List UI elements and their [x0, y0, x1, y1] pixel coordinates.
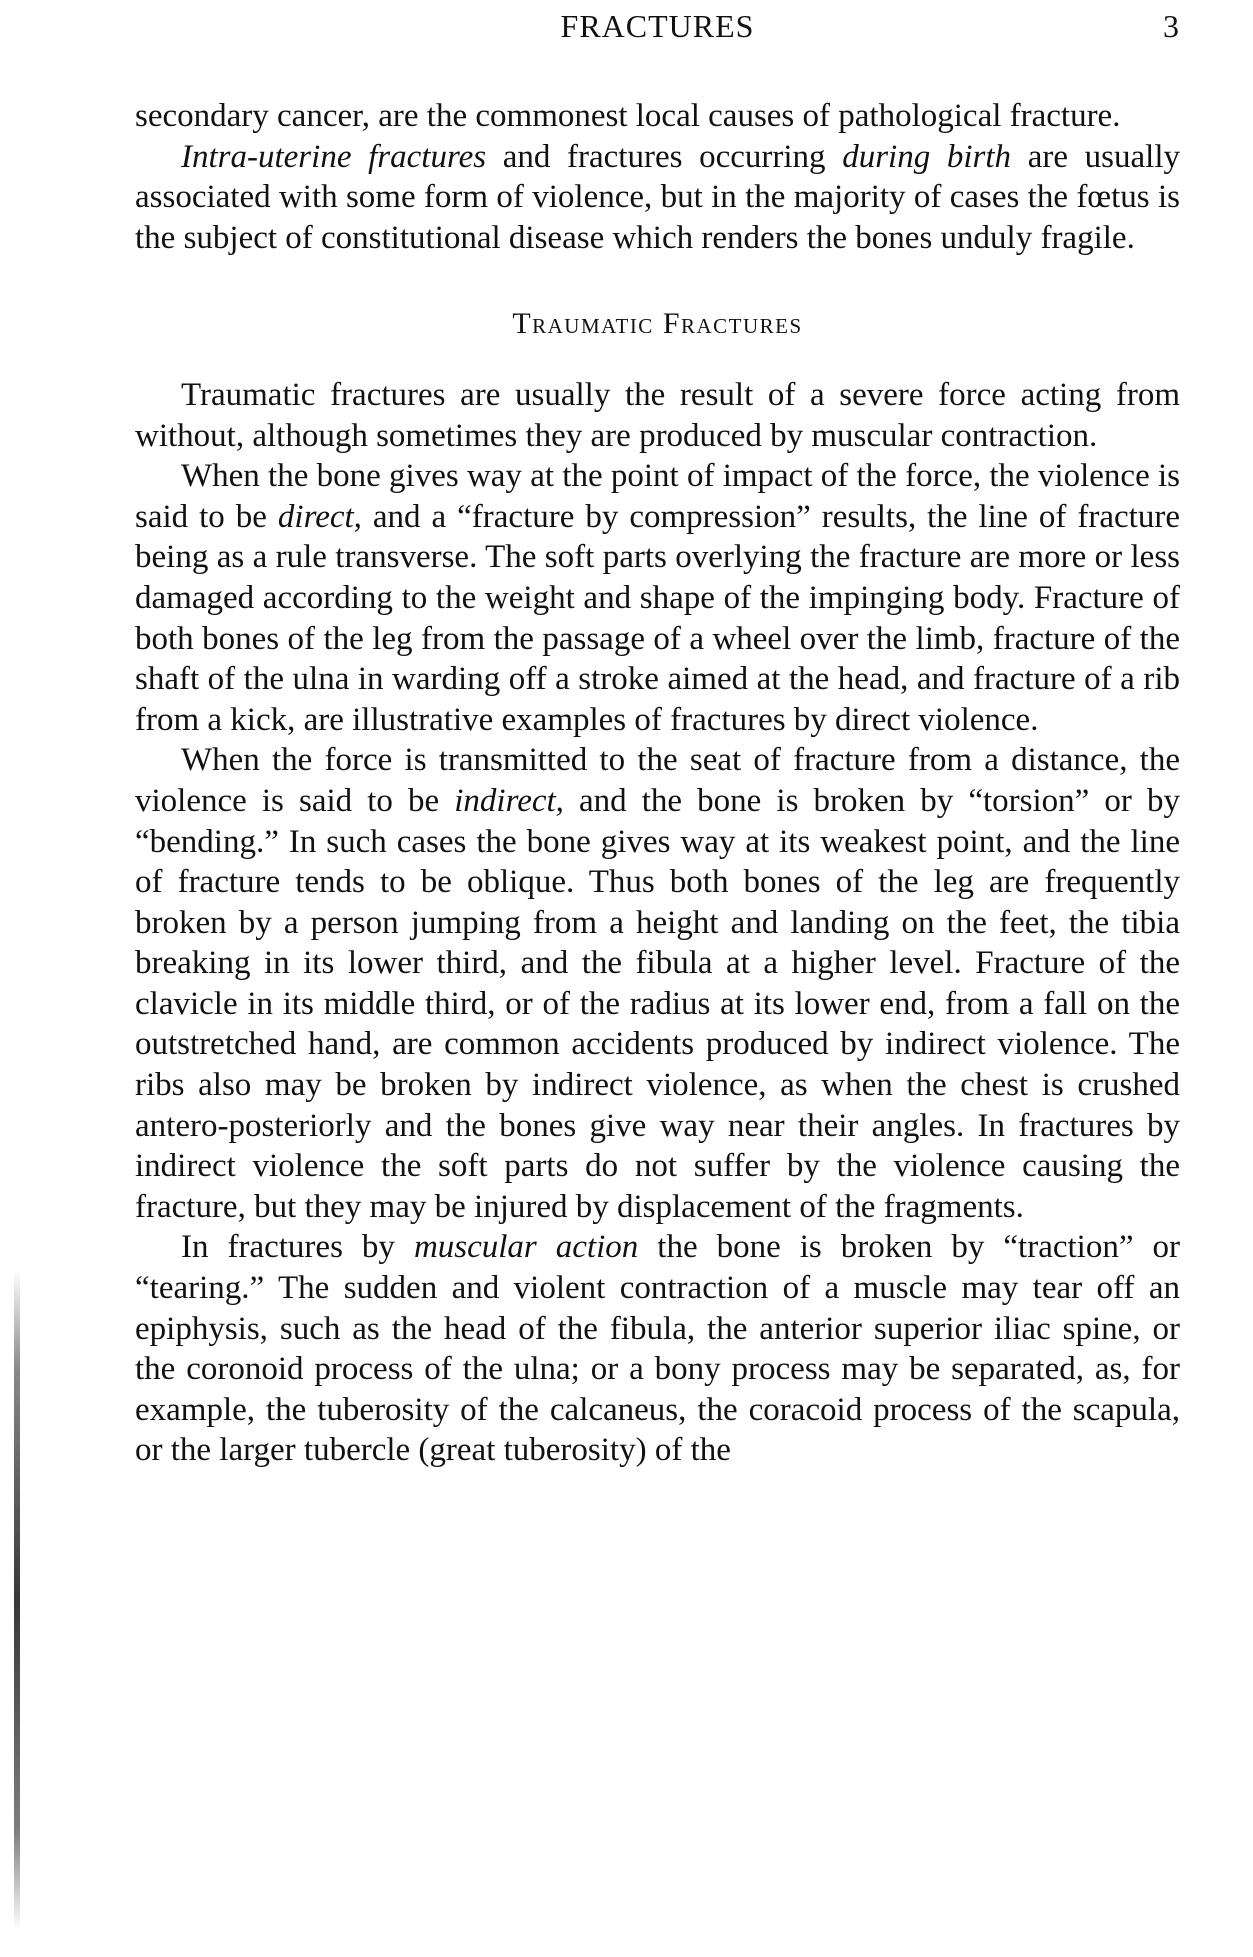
paragraph-text: When the force is transmitted to the seat of fracture from a distance, the violence is said to be: [135, 742, 1180, 819]
emphasis-indirect: indirect,: [454, 782, 564, 819]
emphasis-direct: direct,: [277, 498, 362, 535]
paragraph-muscular-action: [135, 1227, 1180, 1471]
emphasis-intra-uterine: Intra-uterine fractures: [181, 138, 487, 175]
paragraph-text: and the bone is broken by “torsion” or by “bending.” In such cases the bone gives way at its weakest point, and the line of fracture tends to be oblique. Thus both bones of the leg are frequently broken by a person jumping from a height and landing on the feet, the tibia breaking in its lower third, and the fibula at a higher level. Fracture of the clavicle in its middle third, or of the radius at its lower end, from a fall on the outstretched hand, are common accidents produced by indirect violence. The ribs also may be broken by indirect violence, as when the chest is crushed antero-posteriorly and the bones give way near their angles. In fractures by indirect violence the soft parts do not suffer by the violence causing the fracture, but they may be injured by displacement of the fragments.: [135, 782, 1180, 1225]
section-heading: Traumatic Fractures: [512, 307, 803, 341]
paragraph-traumatic-intro: [135, 375, 1180, 456]
page-header: [135, 0, 1180, 60]
paragraph-text: and a “fracture by compression” results, the line of fracture being as a rule transverse. The soft parts overlying the fracture are more or less damaged according to the weight and shape of the impinging body. Fracture of both bones of the leg from the passage of a wheel over the limb, fracture of the shaft of the ulna in warding off a stroke aimed at the head, and fracture of a rib from a kick, are illustrative examples of fractures by direct violence.: [135, 498, 1180, 738]
body-text: [135, 96, 1180, 1471]
paragraph-text: are usually associated with some form of violence, but in the majority of cases the fœtus is the subject of constitutional disease which renders the bones unduly fragile.: [135, 138, 1180, 256]
page-number: 3: [1163, 8, 1180, 44]
paragraph-text: Traumatic fractures are usually the result of a severe force acting from without, although sometimes they are produced by muscular contraction.: [135, 376, 1180, 454]
scan-edge-shadow: [14, 1270, 20, 1930]
paragraph-text: When the bone gives way at the point of impact of the force, the violence is said to be: [135, 458, 1180, 535]
paragraph-text: In fractures by: [181, 1229, 414, 1266]
paragraph-direct-violence: [135, 456, 1180, 740]
paragraph-text: secondary cancer, are the commonest local causes of pathological fracture.: [135, 98, 1121, 134]
paragraph-text: and fractures occurring: [486, 138, 843, 175]
paragraph-text: the bone is broken by “traction” or “tearing.” The sudden and violent contraction of a muscle may tear off an epiphysis, such as the head of the fibula, the anterior superior iliac spine, or the coronoid process of the ulna; or a bony process may be separated, as, for example, the tuberosity of the calcaneus, the coracoid process of the scapula, or the larger tubercle (great tuberosity) of the: [135, 1229, 1180, 1469]
book-page: [135, 0, 1180, 1471]
paragraph-pathological-continued: [135, 96, 1180, 137]
paragraph-indirect-violence: [135, 740, 1180, 1227]
emphasis-muscular-action: muscular action: [413, 1229, 639, 1266]
paragraph-intra-uterine: [135, 137, 1180, 259]
emphasis-during-birth: during birth: [842, 138, 1012, 175]
running-head: FRACTURES: [560, 8, 755, 44]
